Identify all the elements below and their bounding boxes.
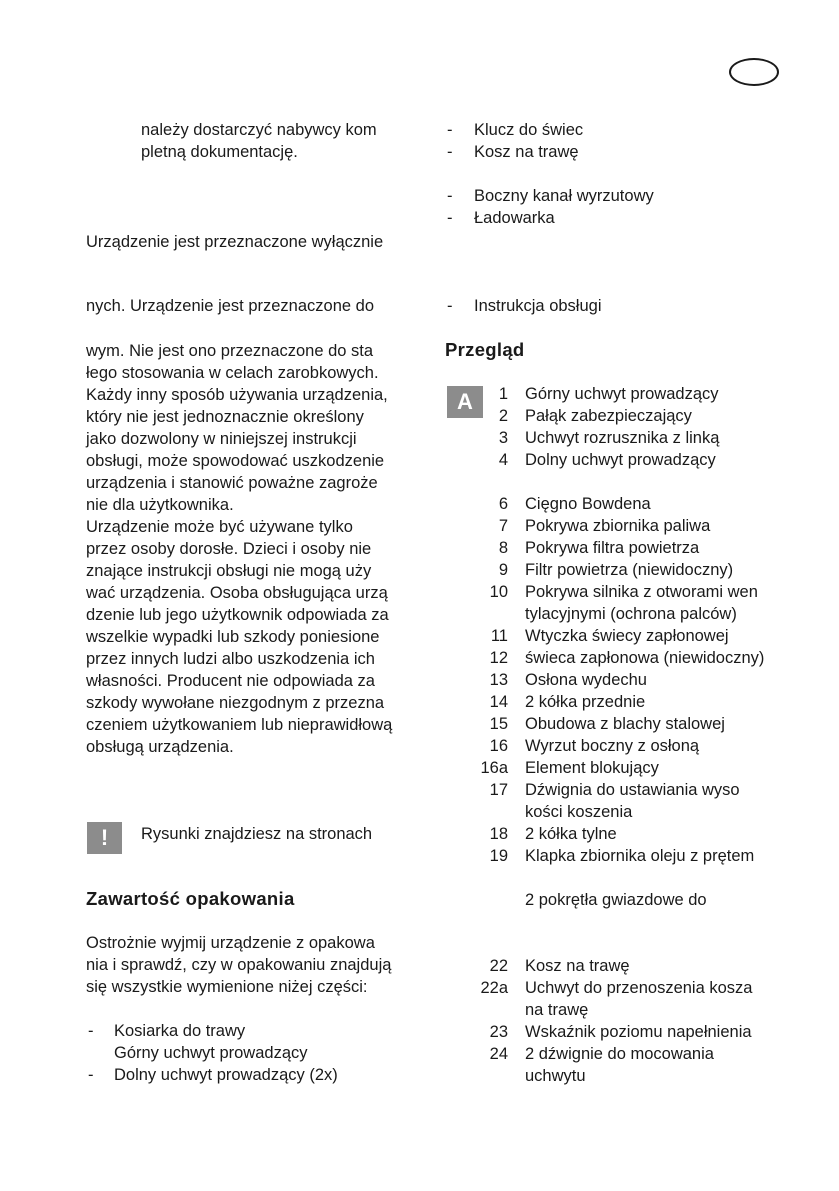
paragraph-line: wać urządzenia. Osoba obsługująca urzą — [86, 584, 388, 602]
part-number: 12 — [489, 649, 508, 667]
list-bullet: - — [88, 1066, 94, 1084]
part-number: 22 — [489, 957, 508, 975]
overview-heading: Przegląd — [445, 339, 525, 360]
paragraph-line: dzenie lub jego użytkownik odpowiada za — [86, 606, 389, 624]
list-bullet: - — [447, 187, 453, 205]
part-label: uchwytu — [525, 1067, 586, 1085]
list-item: Kosiarka do trawy — [114, 1022, 246, 1040]
part-label: 2 kółka tylne — [525, 825, 617, 843]
part-number: 15 — [489, 715, 508, 733]
part-number: 24 — [489, 1045, 508, 1063]
intro-line: należy dostarczyć nabywcy kom — [141, 121, 377, 139]
part-number: 2 — [498, 407, 508, 425]
part-number: 3 — [498, 429, 508, 447]
paragraph-line: przez innych ludzi albo uszkodzenia ich — [86, 650, 375, 668]
exclamation-icon: ! — [87, 822, 122, 854]
paragraph-line: Urządzenie może być używane tylko — [86, 518, 353, 536]
part-label: Element blokujący — [525, 759, 659, 777]
contents-heading: Zawartość opakowania — [86, 888, 295, 909]
paragraph-line: Każdy inny sposób używania urządzenia, — [86, 386, 388, 404]
note-text: Rysunki znajdziesz na stronach — [141, 825, 373, 843]
language-badge — [729, 58, 779, 86]
part-number: 7 — [498, 517, 508, 535]
part-number: 9 — [498, 561, 508, 579]
list-item: Dolny uchwyt prowadzący (2x) — [114, 1066, 338, 1084]
paragraph-line: własności. Producent nie odpowiada za — [86, 672, 375, 690]
list-item: Ładowarka — [474, 209, 555, 227]
part-label: 2 pokrętła gwiazdowe do — [525, 891, 707, 909]
list-bullet: - — [447, 209, 453, 227]
part-label: 2 kółka przednie — [525, 693, 646, 711]
list-item: Górny uchwyt prowadzący — [114, 1044, 308, 1062]
part-label: Pałąk zabezpieczający — [525, 407, 692, 425]
part-number: 1 — [498, 385, 508, 403]
part-label: kości koszenia — [525, 803, 633, 821]
part-number: 16a — [480, 759, 508, 777]
paragraph-line: urządzenia i stanowić poważne zagroże — [86, 474, 378, 492]
paragraph-line: nie dla użytkownika. — [86, 496, 234, 514]
figure-a-badge: A — [447, 386, 483, 418]
part-label: Uchwyt do przenoszenia kosza — [525, 979, 753, 997]
paragraph-line: obsługi, może spowodować uszkodzenie — [86, 452, 385, 470]
usage-line: nych. Urządzenie jest przeznaczone do — [86, 297, 374, 315]
paragraph-line: wym. Nie jest ono przeznaczone do sta — [86, 342, 374, 360]
list-bullet: - — [447, 297, 453, 315]
part-label: Kosz na trawę — [525, 957, 630, 975]
contents-intro-line: się wszystkie wymienione niżej części: — [86, 978, 368, 996]
part-number: 18 — [489, 825, 508, 843]
part-label: Osłona wydechu — [525, 671, 647, 689]
part-label: Wyrzut boczny z osłoną — [525, 737, 700, 755]
part-label: Filtr powietrza (niewidoczny) — [525, 561, 734, 579]
part-number: 6 — [498, 495, 508, 513]
part-label: tylacyjnymi (ochrona palców) — [525, 605, 737, 623]
part-number: 11 — [490, 627, 508, 645]
part-number: 4 — [498, 451, 508, 469]
list-item: Kosz na trawę — [474, 143, 579, 161]
list-item: Instrukcja obsługi — [474, 297, 602, 315]
list-bullet: - — [88, 1022, 94, 1040]
part-label: Wskaźnik poziomu napełnienia — [525, 1023, 752, 1041]
contents-intro-line: nia i sprawdź, czy w opakowaniu znajdują — [86, 956, 392, 974]
list-bullet: - — [447, 121, 453, 139]
paragraph-line: znające instrukcji obsługi nie mogą uży — [86, 562, 372, 580]
part-label: Pokrywa silnika z otworami wen — [525, 583, 758, 601]
contents-intro-line: Ostrożnie wyjmij urządzenie z opakowa — [86, 934, 375, 952]
part-label: Pokrywa zbiornika paliwa — [525, 517, 711, 535]
part-number: 23 — [489, 1023, 508, 1041]
list-item: Boczny kanał wyrzutowy — [474, 187, 654, 205]
usage-line: Urządzenie jest przeznaczone wyłącznie — [86, 233, 384, 251]
part-label: świeca zapłonowa (niewidoczny) — [525, 649, 765, 667]
paragraph-line: przez osoby dorosłe. Dzieci i osoby nie — [86, 540, 372, 558]
paragraph-line: łego stosowania w celach zarobkowych. — [86, 364, 379, 382]
intro-line: pletną dokumentację. — [141, 143, 298, 161]
part-number: 14 — [489, 693, 508, 711]
part-label: Dolny uchwyt prowadzący — [525, 451, 716, 469]
paragraph-line: jako dozwolony w niniejszej instrukcji — [86, 430, 357, 448]
part-label: 2 dźwignie do mocowania — [525, 1045, 714, 1063]
part-number: 17 — [489, 781, 508, 799]
part-number: 8 — [498, 539, 508, 557]
part-label: Cięgno Bowdena — [525, 495, 651, 513]
paragraph-line: szkody wywołane niezgodnym z przezna — [86, 694, 385, 712]
paragraph-line: wszelkie wypadki lub szkody poniesione — [86, 628, 380, 646]
part-number: 19 — [489, 847, 508, 865]
part-label: na trawę — [525, 1001, 589, 1019]
part-label: Dźwignia do ustawiania wyso — [525, 781, 740, 799]
part-number: 10 — [489, 583, 508, 601]
part-label: Wtyczka świecy zapłonowej — [525, 627, 729, 645]
part-label: Klapka zbiornika oleju z prętem — [525, 847, 755, 865]
paragraph-line: czeniem użytkowaniem lub nieprawidłową — [86, 716, 393, 734]
part-number: 13 — [489, 671, 508, 689]
part-label: Pokrywa filtra powietrza — [525, 539, 700, 557]
paragraph-line: który nie jest jednoznacznie określony — [86, 408, 364, 426]
part-label: Obudowa z blachy stalowej — [525, 715, 725, 733]
paragraph-line: obsługą urządzenia. — [86, 738, 234, 756]
part-number: 16 — [489, 737, 508, 755]
part-label: Uchwyt rozrusznika z linką — [525, 429, 720, 447]
list-bullet: - — [447, 143, 453, 161]
part-number: 22a — [480, 979, 508, 997]
part-label: Górny uchwyt prowadzący — [525, 385, 719, 403]
list-item: Klucz do świec — [474, 121, 584, 139]
